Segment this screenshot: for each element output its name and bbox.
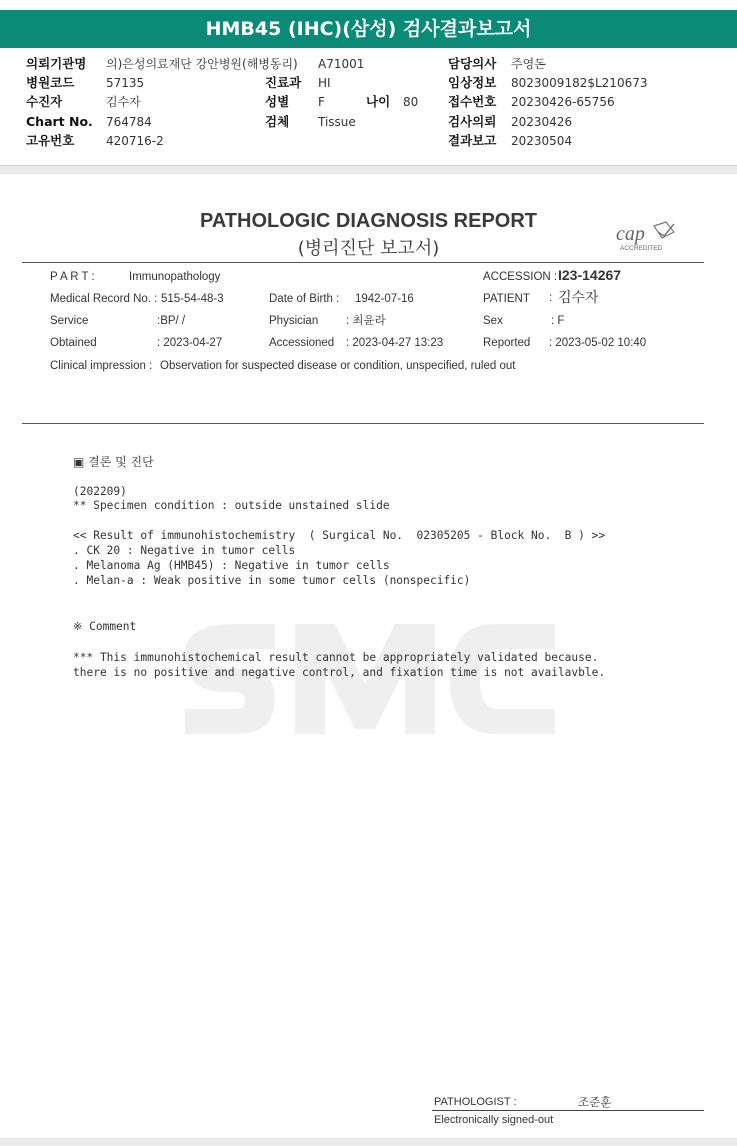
value-clinical-info: 8023009182$L210673 <box>511 76 648 90</box>
label-department: 진료과 <box>265 75 302 90</box>
comment-line-2: there is no positive and negative control, and fixation time is not availavble. <box>73 666 606 679</box>
value-specimen: Tissue <box>318 115 356 129</box>
signature-line <box>432 1110 704 1111</box>
label-request-date: 검사의뢰 <box>448 114 497 129</box>
value-hospital-code: 57135 <box>106 76 145 90</box>
section-conclusion-heading: ▣ 결론 및 진단 <box>73 455 154 469</box>
value-receipt-no: 20230426-65756 <box>511 95 615 109</box>
label-sex: 성별 <box>265 94 290 109</box>
pathologist-label: PATHOLOGIST : <box>434 1096 517 1108</box>
value-patient: 김수자 <box>106 95 141 109</box>
pathologist-name: 조준훈 <box>578 1095 612 1109</box>
value-request-date: 20230426 <box>511 115 573 129</box>
dob-label: Date of Birth : <box>269 293 340 305</box>
service-value: :BP/ / <box>157 315 186 327</box>
ihc-result-heading: << Result of immunohistochemistry ( Surgical No. 02305205 - Block No. B ) >> <box>73 529 606 542</box>
mrn-value: 515-54-48-3 <box>161 293 224 305</box>
value-chart-no: 764784 <box>106 115 152 129</box>
specimen-condition: ** Specimen condition : outside unstained slide <box>73 499 390 512</box>
part-value: Immunopathology <box>129 271 221 283</box>
part-label: P A R T : <box>50 271 95 283</box>
value-age: 80 <box>403 95 419 109</box>
banner-title: HMB45 (IHC)(삼성) 검사결과보고서 <box>0 10 737 48</box>
value-sex: F <box>318 95 325 109</box>
label-receipt-no: 접수번호 <box>448 94 497 109</box>
signed-out-note: Electronically signed-out <box>434 1114 554 1126</box>
accession-value: I23-14267 <box>558 267 622 283</box>
label-institution: 의뢰기관명 <box>26 56 87 71</box>
dob-value: 1942-07-16 <box>355 293 414 305</box>
comment-line-1: *** This immunohistochemical result cannot be appropriately validated because. <box>73 651 599 664</box>
report-banner <box>0 0 737 48</box>
request-info-header <box>0 48 737 166</box>
label-patient: 수진자 <box>26 94 63 109</box>
clinical-label: Clinical impression : <box>50 360 153 372</box>
label-report-date: 결과보고 <box>448 133 497 148</box>
value-doctor: 주영돈 <box>511 57 546 71</box>
ihc-result-ck20: . CK 20 : Negative in tumor cells <box>73 544 296 557</box>
label-clinical-info: 임상정보 <box>448 75 497 90</box>
value-unique-no: 420716-2 <box>106 134 164 148</box>
label-unique-no: 고유번호 <box>26 133 75 148</box>
accessioned-value: : 2023-04-27 13:23 <box>346 337 444 349</box>
cap-logo-sub: ACCREDITED <box>620 245 663 252</box>
patient-value: 김수자 <box>558 289 599 305</box>
comment-heading: ※ Comment <box>73 620 137 633</box>
reported-label: Reported <box>483 337 531 349</box>
service-label: Service <box>50 315 89 327</box>
cap-logo-text: cap <box>616 223 645 245</box>
physician-label: Physician <box>269 315 319 327</box>
patient-label: PATIENT <box>483 293 530 305</box>
divider-bottom <box>22 423 704 424</box>
ihc-result-hmb45: . Melanoma Ag (HMB45) : Negative in tumor cells <box>73 559 390 572</box>
patient-sep: : <box>549 292 553 304</box>
report-subtitle: (병리진단 보고서) <box>297 238 440 259</box>
diagnosis-code: (202209) <box>73 485 127 498</box>
mrn-label: Medical Record No. : <box>50 293 158 305</box>
obtained-value: : 2023-04-27 <box>157 337 223 349</box>
section-gap <box>0 166 737 174</box>
value-department: HI <box>318 76 331 90</box>
label-age: 나이 <box>366 94 391 109</box>
ihc-result-melan-a: . Melan-a : Weak positive in some tumor cells (nonspecific) <box>73 574 471 587</box>
label-doctor: 담당의사 <box>448 56 497 71</box>
divider-top <box>22 262 704 263</box>
accessioned-label: Accessioned <box>269 337 335 349</box>
reported-value: : 2023-05-02 10:40 <box>549 337 647 349</box>
obtained-label: Obtained <box>50 337 97 349</box>
accession-label: ACCESSION : <box>483 271 558 283</box>
value-report-date: 20230504 <box>511 134 573 148</box>
value-institution: 의)은성의료재단 강안병원(해병동리) <box>106 57 298 71</box>
label-specimen: 검체 <box>265 114 290 129</box>
report-title: PATHOLOGIC DIAGNOSIS REPORT <box>199 210 538 232</box>
cap-accredited-logo <box>614 220 678 252</box>
label-chart-no: Chart No. <box>26 114 93 129</box>
clinical-value: Observation for suspected disease or condition, unspecified, ruled out <box>160 360 516 372</box>
bottom-gap <box>0 1138 737 1146</box>
label-hospital-code: 병원코드 <box>26 75 75 90</box>
sex-label: Sex <box>483 315 503 327</box>
pathology-report <box>0 174 737 1138</box>
value-institution-code: A71001 <box>318 57 365 71</box>
physician-value: : 최윤라 <box>346 315 386 327</box>
sex-value: : F <box>551 315 565 327</box>
